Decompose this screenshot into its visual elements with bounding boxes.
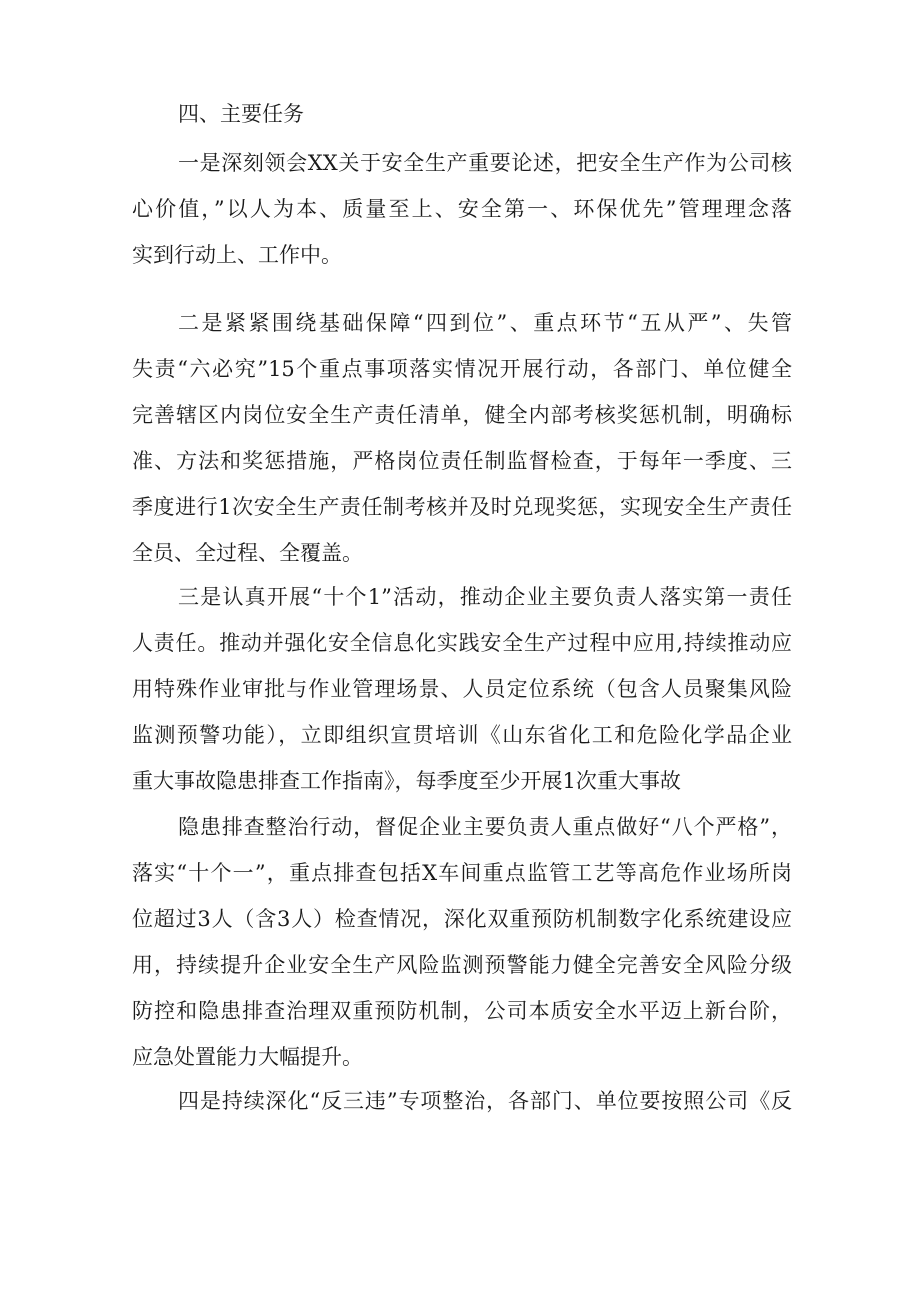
paragraph-line: 心价值，”以人为本、质量至上、安全第一、环保优先”管理理念落	[132, 197, 792, 221]
paragraph-line: 重大事故隐患排查工作指南》，每季度至少开展1次重大事故	[132, 769, 681, 793]
paragraph-line: 应急处置能力大幅提升。	[132, 1045, 363, 1069]
paragraph-line: 全员、全过程、全覆盖。	[132, 541, 363, 565]
paragraph-line: 完善辖区内岗位安全生产责任清单，健全内部考核奖惩机制，明确标	[132, 403, 792, 427]
paragraph-line: 准、方法和奖惩措施，严格岗位责任制监督检查，于每年一季度、三	[132, 449, 792, 473]
paragraph-5	[132, 1078, 792, 1124]
paragraph-4	[132, 804, 792, 1080]
paragraph-line: 用，持续提升企业安全生产风险监测预警能力健全完善安全风险分级	[132, 953, 792, 977]
paragraph-line: 一是深刻领会XX关于安全生产重要论述，把安全生产作为公司核	[178, 151, 792, 175]
section-heading: 四、主要任务	[178, 102, 304, 126]
paragraph-line: 三是认真开展“十个1”活动，推动企业主要负责人落实第一责任	[178, 585, 792, 609]
paragraph-line: 落实“十个一”，重点排查包括X车间重点监管工艺等高危作业场所岗	[132, 861, 792, 885]
paragraph-line: 隐患排查整治行动，督促企业主要负责人重点做好“八个严格”，	[178, 815, 792, 839]
paragraph-3	[132, 574, 792, 804]
paragraph-line: 四是持续深化“反三违”专项整治，各部门、单位要按照公司《反	[178, 1089, 792, 1113]
paragraph-line: 失责“六必究”15个重点事项落实情况开展行动，各部门、单位健全	[132, 357, 792, 381]
paragraph-line: 二是紧紧围绕基础保障“四到位”、重点环节“五从严”、失管	[178, 311, 792, 335]
paragraph-line: 防控和隐患排查治理双重预防机制，公司本质安全水平迈上新台阶，	[132, 999, 792, 1023]
paragraph-line: 实到行动上、工作中。	[132, 243, 342, 267]
paragraph-line: 人责任。推动并强化安全信息化实践安全生产过程中应用,持续推动应	[132, 631, 792, 655]
paragraph-2	[132, 300, 792, 576]
paragraph-line: 用特殊作业审批与作业管理场景、人员定位系统（包含人员聚集风险	[132, 677, 792, 701]
paragraph-1	[132, 140, 792, 278]
paragraph-line: 季度进行1次安全生产责任制考核并及时兑现奖惩，实现安全生产责任	[132, 495, 792, 519]
paragraph-line: 位超过3人（含3人）检查情况，深化双重预防机制数字化系统建设应	[132, 907, 792, 931]
paragraph-line: 监测预警功能），立即组织宣贯培训《山东省化工和危险化学品企业	[132, 723, 792, 747]
